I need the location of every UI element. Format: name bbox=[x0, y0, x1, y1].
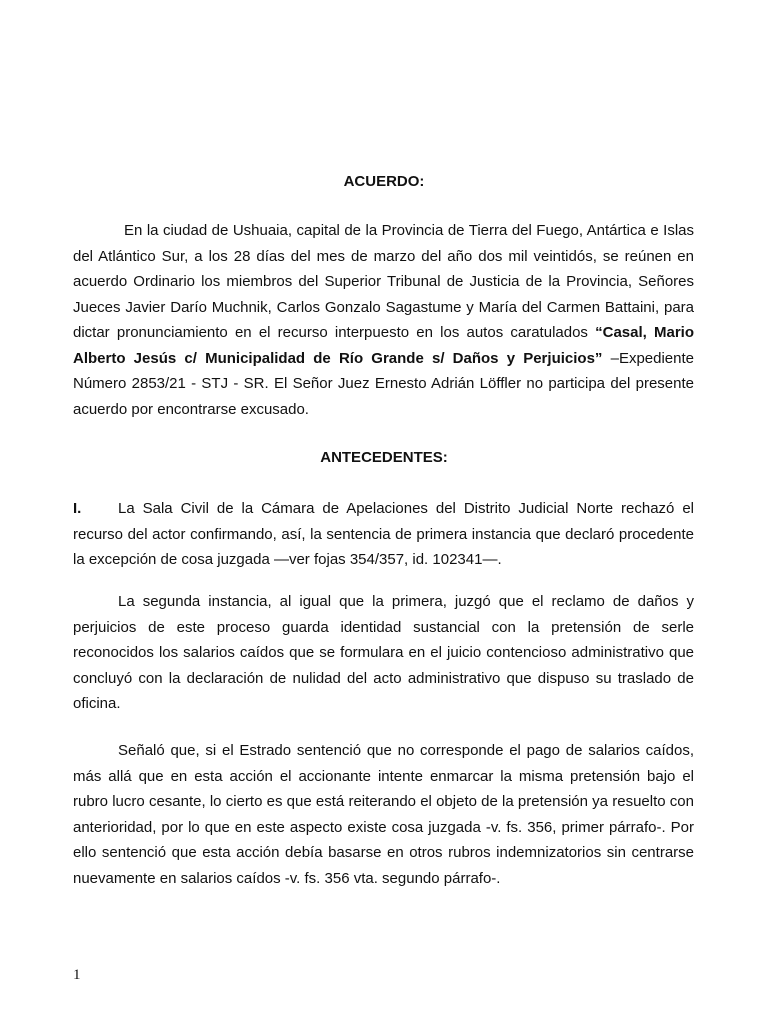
intro-text-part2: –Expediente Número 2853/21 - STJ - SR. El Señor Juez Ernesto Adrián Löffler no participa del presente acuerdo por encontrarse excusado. bbox=[73, 349, 695, 418]
heading-antecedentes: ANTECEDENTES: bbox=[320, 449, 448, 466]
case-title: “Casal, Mario Alberto Jesús c/ Municipalidad de Río Grande s/ Daños y Perjuicios” bbox=[73, 324, 694, 367]
antecedentes-paragraph-1 bbox=[73, 496, 694, 573]
page-number: 1 bbox=[73, 967, 81, 983]
section-label: I. bbox=[73, 500, 82, 517]
intro-paragraph bbox=[73, 218, 694, 422]
intro-text-part1: En la ciudad de Ushuaia, capital de la Provincia de Tierra del Fuego, Antártica e Islas del Atlántico Sur, a los 28 días del mes de marzo del año dos mil veintidós, se reúnen en acuerdo Ordinario los miembros del Superior Tribunal de Justicia de la Provincia, Señores Jueces Javier Darío Muchnik, Carlos Gonzalo Sagastume y María del Carmen Battaini, para dictar pronunciamiento en el recurso interpuesto en los autos caratulados bbox=[73, 222, 694, 341]
paragraph-1-text: La Sala Civil de la Cámara de Apelaciones del Distrito Judicial Norte rechazó el recurso del actor confirmando, así, la sentencia de primera instancia que declaró procedente la excepción de cosa juzgada —ver fojas 354/357, id. 102341—. bbox=[73, 500, 694, 568]
heading-acuerdo: ACUERDO: bbox=[343, 173, 425, 190]
antecedentes-paragraph-2: La segunda instancia, al igual que la primera, juzgó que el reclamo de daños y perjuicios de este proceso guarda identidad sustancial con la pretensión de serle reconocidos los salarios caídos que se formulara en el juicio contencioso administrativo que concluyó con la declaración de nulidad del acto administrativo que dispuso su traslado de oficina. bbox=[73, 593, 694, 712]
antecedentes-paragraph-3: Señaló que, si el Estrado sentenció que no corresponde el pago de salarios caídos, más allá que en esta acción el accionante intente enmarcar la misma pretensión bajo el rubro lucro cesante, lo cierto es que está reiterando el objeto de la pretensión ya resuelto con anterioridad, por lo que en este aspecto existe cosa juzgada -v. fs. 356, primer párrafo-. Por ello sentenció que esta acción debía basarse en otros rubros indemnizatorios sin centrarse nuevamente en salarios caídos -v. fs. 356 vta. segundo párrafo-. bbox=[73, 742, 694, 887]
